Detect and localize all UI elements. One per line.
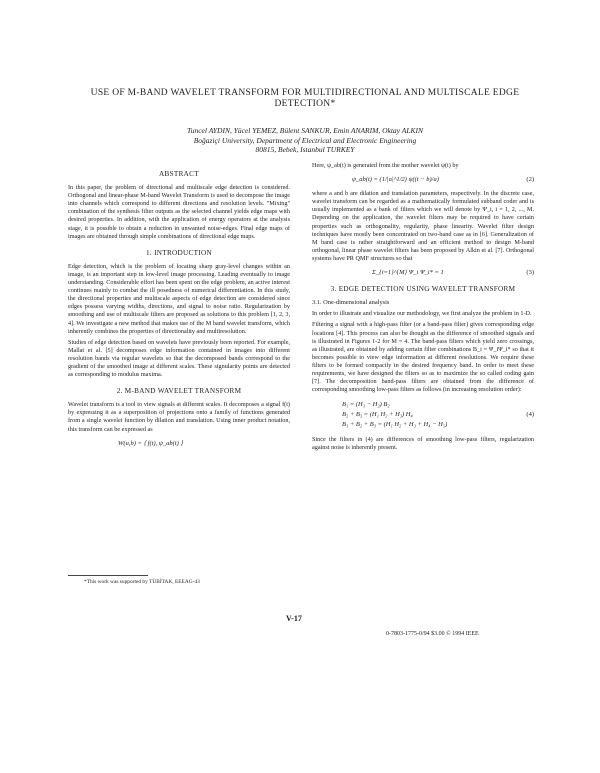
equation-4-line-2-row — [342, 410, 534, 420]
equation-4 — [342, 400, 534, 430]
abstract-text: In this paper, the problem of directional and multiscale edge detection is considered. Orthogonal and linear-phase M-band Wavelet Transform is used to decompose the image into channels which correspond to different directions and resolution levels. "Mixing" combination of the synthesis filter outputs as the selected channel yields edge maps with desired properties. In addition, with the application of energy operators at the analysis stage, it is possible to obtain a reduction in unwanted noise-edges. Final edge maps of images are obtained through simple combinations of directional edge maps. — [68, 184, 290, 240]
equation-3-number: (3) — [526, 269, 534, 277]
right-column — [312, 162, 534, 455]
footnote-rule — [68, 575, 148, 576]
equation-4-number: (4) — [526, 411, 534, 419]
paper-title: USE OF M-BAND WAVELET TRANSFORM FOR MULTIDIRECTIONAL AND MULTISCALE EDGE DETECTION* — [90, 88, 520, 109]
equation-4-line-3: B₁ + B₂ + B₃ = (H₁ H₂ + H₃ + H₄ − H₅) — [342, 421, 448, 429]
equation-1-body: W(a,b) = ⟨ f(t), ψ_ab(t) ⟩ — [118, 439, 183, 447]
right-paragraph-1: where a and b are dilation and translation parameters, respectively. In the discrete case, wavelet transform can be regarded as a mathematically formulated subband coder and is usually implemented as a bank of filters which we will denote by Ψ_i, i = 1, 2, ..., M. Depending on the application, the wavelet filters may be required to have certain properties such as orthogonality, regularity, phase linearity. Wavelet filter design techniques have mostly been concentrated on two-band case as in [6]. Generalization of M band case is rather straightforward and an efficient method to design M-band orthogonal, linear phase wavelet filters has been proposed by Alkin et al. [7]. Orthogonal systems have PR QMF structures so that — [312, 190, 534, 262]
wavelet-section-heading: 2. M-BAND WAVELET TRANSFORM — [116, 387, 242, 396]
right-paragraph-4: Since the filters in (4) are differences of smoothing low-pass filters, regularization against noise is inherently present. — [312, 436, 534, 452]
affiliation: Boğaziçi University, Department of Electrical and Electronic Engineering — [193, 135, 417, 145]
page-number: V-17 — [286, 614, 302, 623]
equation-3 — [312, 269, 534, 277]
address: 80815, Bebek, Istanbul TURKEY — [255, 145, 355, 154]
equation-2 — [312, 176, 534, 184]
equation-1 — [68, 440, 290, 448]
introduction-paragraph-2: Studies of edge detection based on wavelets have previously been reported. For example, Mallat et al. [5] decomposes edge information contained in images into different resolution bands via regular wavelets so that the decomposed bands correspond to the gradient of the smoothed image at different scales. These signularity points are detected as corresponding to modulus maxima. — [68, 338, 290, 379]
footnote: *This work was supported by TÜBİTAK, EEEAG-43 — [84, 579, 200, 585]
edge-detection-heading: 3. EDGE DETECTION USING WAVELET TRANSFORM — [330, 285, 516, 294]
right-intro: Here, ψ_ab(t) is generated from the mother wavelet ψ(t) by — [312, 162, 459, 169]
author-block — [60, 126, 550, 155]
left-column — [68, 162, 290, 454]
right-paragraph-2: In order to illustrate and visualize our methodology, we first analyze the problem in 1-D. — [312, 310, 532, 318]
wavelet-paragraph: Wavelet transform is a tool to view signals at different scales. It decomposes a signal f(t) by expressing it as a superposition of projections onto a family of functions generated from a single wavelet function by dilation and translation. Using inner product notation, this transform can be expressed as — [68, 401, 290, 433]
abstract-heading: ABSTRACT — [159, 170, 199, 178]
introduction-heading: 1. INTRODUCTION — [146, 248, 212, 257]
equation-2-body: ψ_ab(t) = (1/|a|^1/2) ψ((t − b)/a) — [352, 176, 439, 184]
equation-4-line-1: B₁ = (H₁ − H₂) B₂ — [342, 401, 390, 409]
right-paragraph-3: Filtering a signal with a high-pass filter (or a band-pass filter) gives corresponding edge locations [4]. This process can also be thought as the difference of smoothed signals and is illustrated in Figures 1-2 for M = 4. The band-pass filters which yield zero crossings, as illustrated, are obtained by adding certain filter combinations B_i = Ψ_iΨ_i* so that it becomes possible to view edge information at different resolutions. We require these filters to be formed compactly in the desired frequency band. In order to meet these requirements, we have designed the filters so as to maximize the so called coding gain [7]. The decomposition band-pass filters are obtained from the difference of corresponding smoothing low-pass filters as follows (in increasing resolution order): — [312, 321, 534, 394]
equation-2-number: (2) — [526, 176, 534, 184]
equation-4-line-2: B₂ + B₃ = (H₁ H₂ + H₃) H₄ — [342, 411, 413, 419]
subsection-heading: 3.1. One-dimensional analysis — [312, 299, 390, 307]
equation-3-body: Σ_{i=1}^{M} Ψ_i Ψ_i* = 1 — [372, 269, 444, 277]
introduction-paragraph-1: Edge detection, which is the problem of locating sharp gray-level changes within an image, is an important step in low-level image processing. Leading eventually to image understanding. Considerable effort has been spent on the edge problem, an active interest continues mainly to combat the ill posedness of numerical differentiation. In this study, the directional properties and multiscale aspects of edge detection are considered since edges possess varying widths, directions, and signal to noise ratio. Regularization by smoothing and use of multiscale filters are proposed as solutions to this problem [1, 2, 3, 4]. We investigate a new method that makes use of the M band wavelet transform, which inherently combines the properties of directionality and multiresolution. — [68, 262, 290, 335]
authors: Tuncel AYDIN, Yücel YEMEZ, Bülent SANKUR, Emin ANARIM, Oktay ALKIN — [186, 126, 424, 135]
copyright-line: 0-7803-1775-0/94 $3.00 © 1994 IEEE — [386, 631, 479, 637]
